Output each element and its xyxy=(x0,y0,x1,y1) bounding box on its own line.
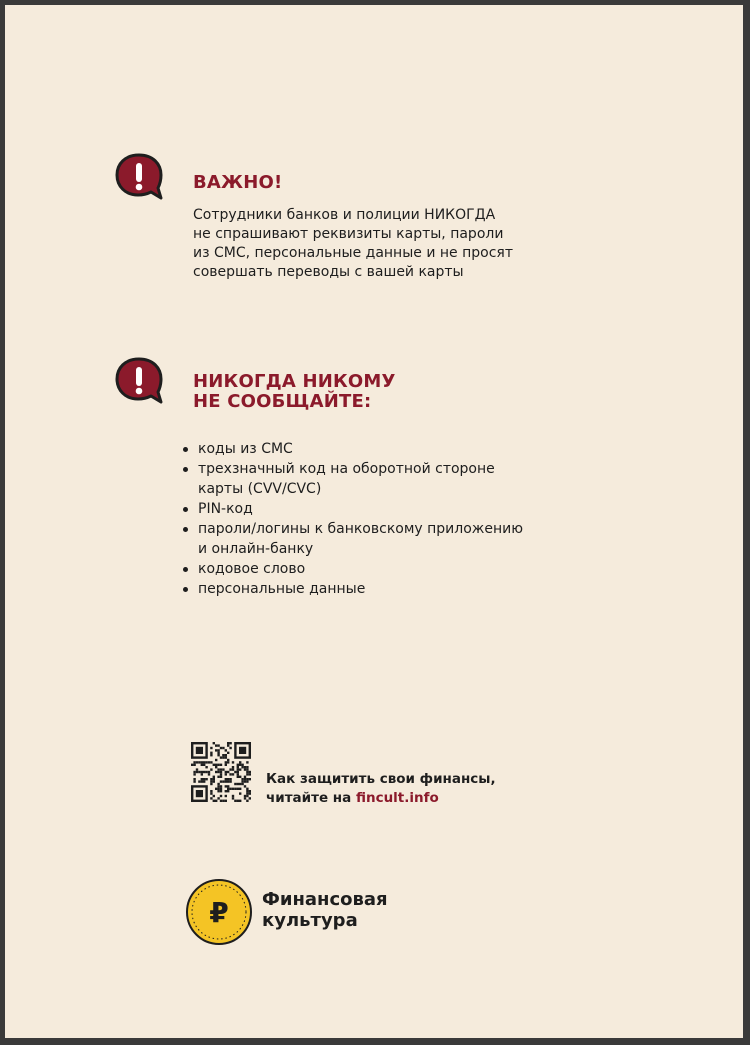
list-item-text: персональные данные xyxy=(198,581,366,597)
important-line: из СМС, персональные данные и не просят xyxy=(193,245,513,261)
brand-line: Финансовая xyxy=(262,889,388,910)
list-item xyxy=(180,519,523,559)
never-title-line: НЕ СООБЩАЙТЕ: xyxy=(193,391,372,412)
never-title-line: НИКОГДА НИКОМУ xyxy=(193,371,396,392)
important-text xyxy=(193,206,513,282)
never-title xyxy=(193,372,396,412)
leaflet-page xyxy=(5,5,743,1038)
list-item xyxy=(180,579,523,599)
qr-caption xyxy=(266,770,496,808)
list-item xyxy=(180,459,523,499)
list-item-text: кодовое слово xyxy=(198,561,306,577)
fincult-link[interactable]: fincult.info xyxy=(355,790,439,806)
list-item-text: карты (CVV/CVC) xyxy=(198,481,322,497)
qr-caption-prefix: читайте на xyxy=(266,790,356,806)
list-item-text: трехзначный код на оборотной стороне xyxy=(198,461,495,477)
brand-name xyxy=(262,889,388,931)
brand-line: культура xyxy=(262,910,358,931)
never-share-list xyxy=(180,439,523,599)
exclamation-bubble-icon xyxy=(113,152,165,202)
list-item-text: коды из СМС xyxy=(198,441,293,457)
ruble-coin-icon xyxy=(185,878,253,946)
list-item-text: PIN-код xyxy=(198,501,253,517)
qr-caption-line xyxy=(266,789,496,808)
important-title: ВАЖНО! xyxy=(193,172,283,193)
important-line: совершать переводы с вашей карты xyxy=(193,264,464,280)
coin-symbol: ₽ xyxy=(209,896,229,929)
list-item xyxy=(180,439,523,459)
list-item xyxy=(180,559,523,579)
exclamation-bubble-icon xyxy=(113,356,165,406)
qr-caption-line: Как защитить свои финансы, xyxy=(266,771,496,787)
list-item-text: пароли/логины к банковскому приложению xyxy=(198,521,524,537)
list-item xyxy=(180,499,523,519)
important-line: Сотрудники банков и полиции НИКОГДА xyxy=(193,207,496,223)
qr-code-icon[interactable] xyxy=(191,742,251,802)
list-item-text: и онлайн-банку xyxy=(198,541,314,557)
important-line: не спрашивают реквизиты карты, пароли xyxy=(193,226,504,242)
